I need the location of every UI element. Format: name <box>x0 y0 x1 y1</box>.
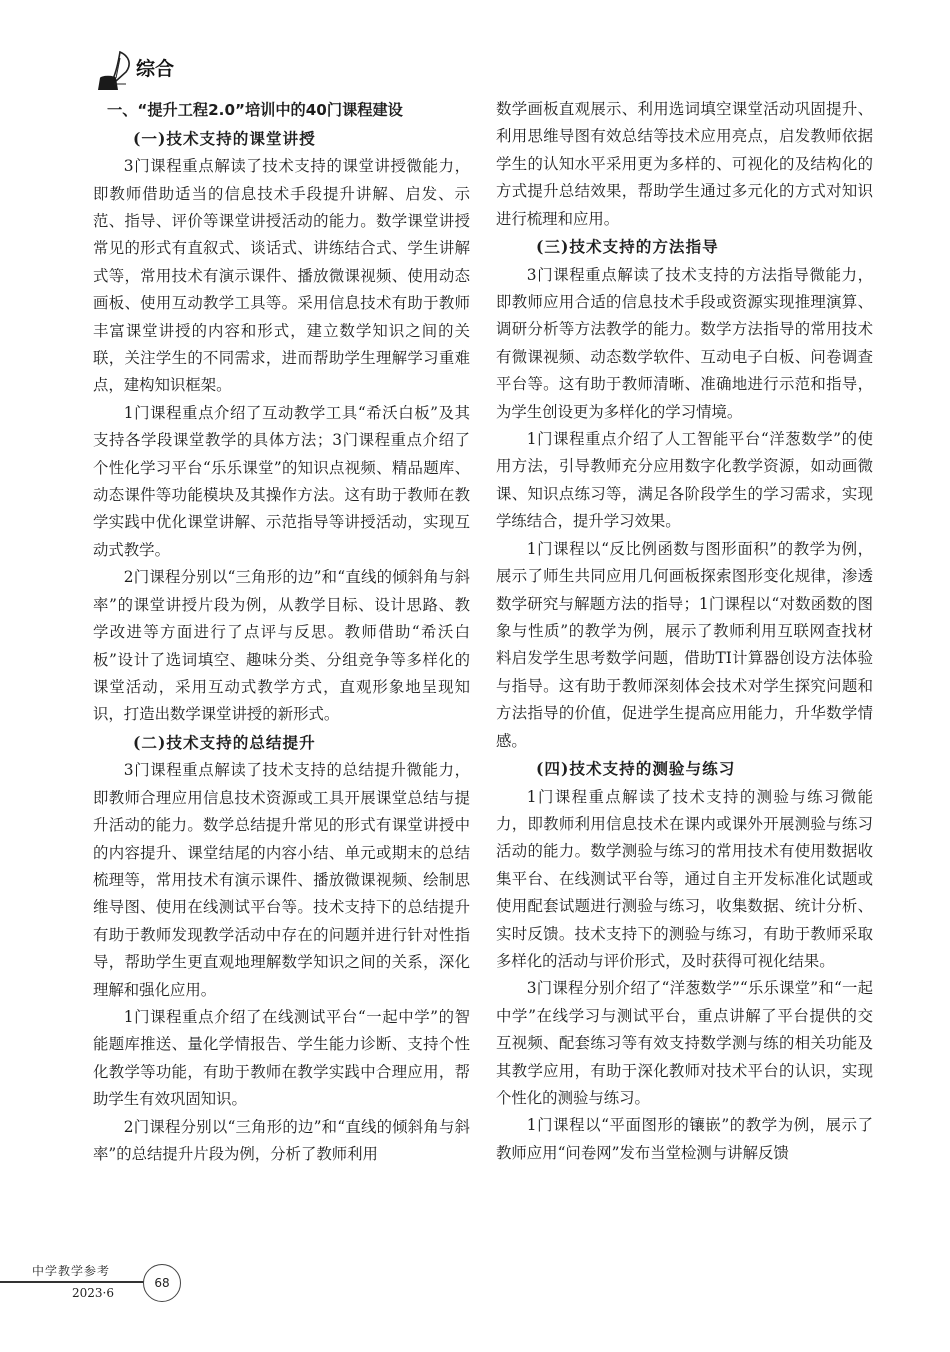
journal-name: 中学教学参考 <box>32 1264 111 1278</box>
paragraph: 3门课程重点解读了技术支持的总结提升微能力，即教师合理应用信息技术资源或工具开展课堂总结与提升活动的能力。数学总结提升常见的形式有课堂讲授中的内容提升、课堂结尾的内容小结、单元或期末的总结梳理等，常用技术有演示课件、播放微课视频、绘制思维导图、使用在线测试平台等。技术支持下的总结提升有助于教师发现教学活动中存在的问题并进行针对性指导，帮助学生更直观地理解数学知识之间的关系，深化理解和强化应用。 <box>93 761 470 999</box>
paragraph: 1门课程重点介绍了在线测试平台“一起中学”的智能题库推送、量化学情报告、学生能力诊断、支持个性化教学等功能，有助于教师在教学实践中合理应用，帮助学生有效巩固知识。 <box>93 1007 470 1109</box>
paragraph: 2门课程分别以“三角形的边”和“直线的倾斜角与斜率”的总结提升片段为例，分析了教师利用 <box>93 1117 470 1163</box>
paragraph: 1门课程重点介绍了人工智能平台“洋葱数学”的使用方法，引导教师充分应用数字化教学资源，如动画微课、知识点练习等，满足各阶段学生的学习需求，实现学练结合，提升学习效果。 <box>496 430 873 531</box>
left-column <box>93 96 470 1168</box>
page-header <box>96 48 296 92</box>
paragraph: 3门课程重点解读了技术支持的课堂讲授微能力，即教师借助适当的信息技术手段提升讲解、启发、示范、指导、评价等课堂讲授活动的能力。数学课堂讲授常见的形式有直叙式、谈话式、讲练结合式、学生讲解式等，常用技术有演示课件、播放微课视频、使用动态画板、使用互动教学工具等。采用信息技术有助于教师丰富课堂讲授的内容和形式，建立数学知识之间的关联，关注学生的不同需求，进而帮助学生理解学习重难点，建构知识框架。 <box>93 157 470 395</box>
right-column <box>496 96 873 1167</box>
paragraph: 1门课程重点介绍了互动教学工具“希沃白板”及其支持各学段课堂教学的具体方法；3门课程重点介绍了个性化学习平台“乐乐课堂”的知识点视频、精品题库、动态课件等功能模块及其操作方法。这有助于教师在教学实践中优化课堂讲解、示范指导等讲授活动，实现互动式教学。 <box>93 403 470 559</box>
footer-divider <box>0 1281 150 1283</box>
paragraph: 1门课程以“平面图形的镶嵌”的教学为例，展示了教师应用“问卷网”发布当堂检测与讲解反馈 <box>496 1116 873 1162</box>
paragraph: 3门课程分别介绍了“洋葱数学”“乐乐课堂”和“一起中学”在线学习与测试平台，重点讲解了平台提供的交互视频、配套练习等有效支持数学测与练的相关功能及其教学应用，有助于深化教师对技术平台的认识，实现个性化的测验与练习。 <box>496 979 873 1107</box>
paragraph: 1门课程重点解读了技术支持的测验与练习微能力，即教师利用信息技术在课内或课外开展测验与练习活动的能力。数学测验与练习的常用技术有使用数据收集平台、在线测试平台等，通过自主开发标准化试题或使用配套试题进行测验与练习，收集数据、统计分析、实时反馈。技术支持下的测验与练习，有助于教师采取多样化的活动与评价形式，及时获得可视化结果。 <box>496 787 873 970</box>
issue-date: 2023·6 <box>72 1286 114 1300</box>
paragraph-continued: 数学画板直观展示、利用选词填空课堂活动巩固提升、利用思维导图有效总结等技术应用亮点，启发教师依据学生的认知水平采用更为多样的、可视化的及结构化的方式提升总结效果，帮助学生通过多元化的方式对知识进行梳理和应用。 <box>496 100 873 228</box>
section-heading-3: (三)技术支持的方法指导 <box>536 237 719 257</box>
section-heading-4: (四)技术支持的测验与练习 <box>536 758 736 778</box>
paragraph: 1门课程以“反比例函数与图形面积”的教学为例，展示了师生共同应用几何画板探索图形变化规律，渗透数学研究与解题方法的指导；1门课程以“对数函数的图象与性质”的教学为例，展示了教师利用互联网查找材料启发学生思考数学问题，借助TI计算器创设方法体验与指导。这有助于教师深刻体会技术对学生探究问题和方法指导的价值，促进学生提高应用能力，升华数学情感。 <box>496 539 873 750</box>
paragraph: 2门课程分别以“三角形的边”和“直线的倾斜角与斜率”的课堂讲授片段为例，从教学目标、设计思路、教学改进等方面进行了点评与反思。教师借助“希沃白板”设计了选词填空、趣味分类、分组竞争等多样化的课堂活动，采用互动式教学方式，直观形象地呈现知识，打造出数学课堂讲授的新形式。 <box>93 568 470 724</box>
section-heading-2: (二)技术支持的总结提升 <box>133 732 316 752</box>
section-title: 综合 <box>136 58 175 80</box>
section-heading-1: (一)技术支持的课堂讲授 <box>133 128 316 148</box>
quill-pen-icon <box>96 48 136 92</box>
page-number: 68 <box>143 1264 181 1302</box>
paragraph: 3门课程重点解读了技术支持的方法指导微能力，即教师应用合适的信息技术手段或资源实现推理演算、调研分析等方法教学的能力。数学方法指导的常用技术有微课视频、动态数学软件、互动电子白板、问卷调查平台等。这有助于教师清晰、准确地进行示范和指导，为学生创设更为多样化的学习情境。 <box>496 265 873 421</box>
page-footer <box>0 1262 260 1312</box>
article-title: 一、“提升工程2.0”培训中的40门课程建设 <box>107 101 403 119</box>
